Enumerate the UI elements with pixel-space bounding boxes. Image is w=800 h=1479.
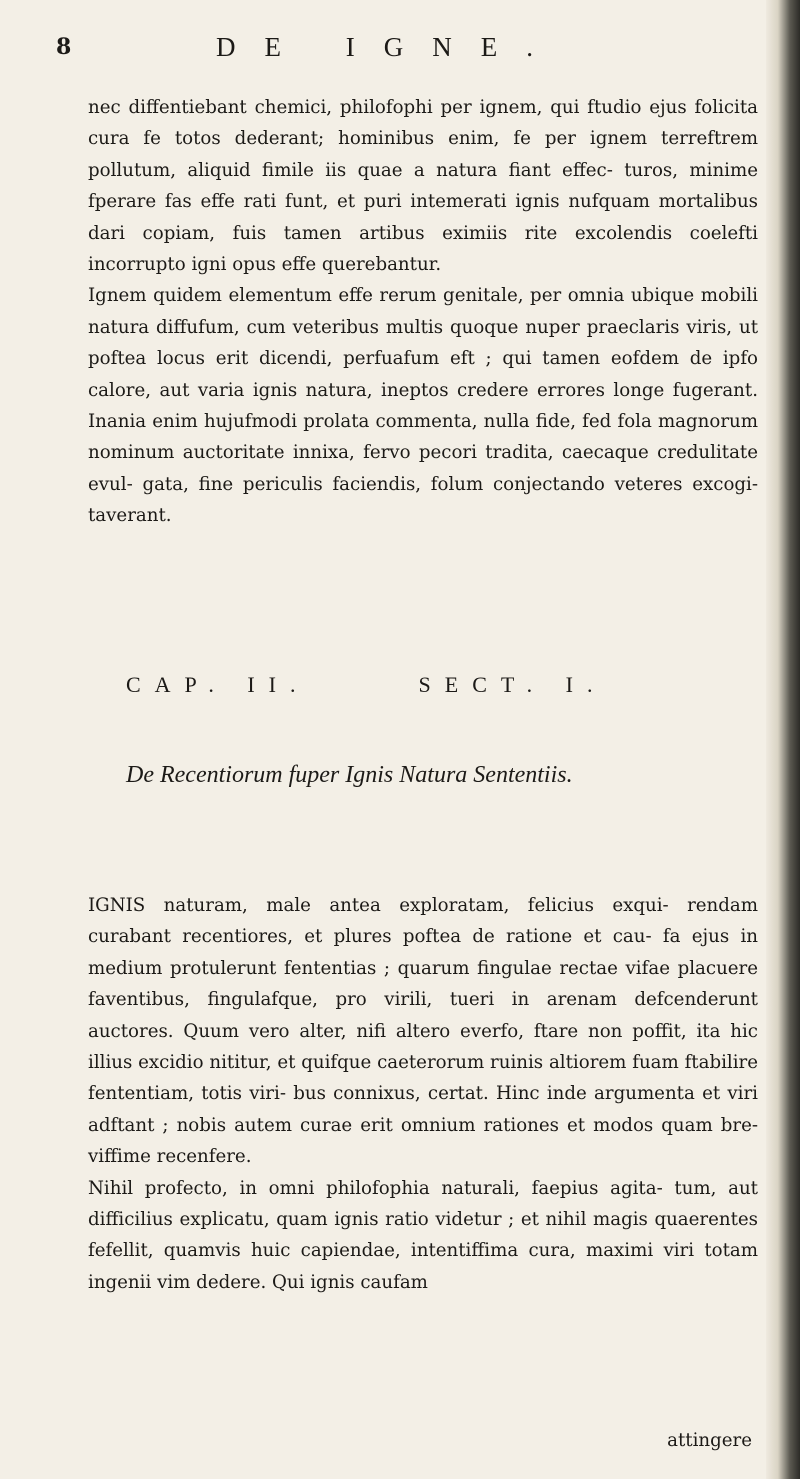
page-header [56, 30, 756, 70]
sect-number: I. [565, 672, 607, 697]
text-block-2 [88, 890, 758, 1298]
paragraph: IGNIS naturam, male antea exploratam, felicius exqui- rendam curabant recentiores, et plures poftea de ratione et cau- fa ejus in medium protulerunt fententias ; quarum fingulae rectae vifae placuere faventibus, fingulafque, pro virili, tueri in arenam defcenderunt auctores. Quum vero alter, nifi altero everfo, ftare non poffit, ita hic illius excidio nititur, et quifque caeterorum ruinis altiorem fuam ftabilire fententiam, totis viri- bus connixus, certat. Hinc inde argumenta et viri adftant ; nobis autem curae erit omnium rationes et modos quam bre- viffime recenfere. [88, 895, 758, 1168]
catchword: attingere [667, 1430, 752, 1451]
page-edge-shadow [766, 0, 800, 1479]
text-block-1 [88, 92, 758, 532]
page-number: 8 [56, 34, 72, 60]
cap-number: II. [247, 672, 310, 697]
section-title: De Recentiorum fuper Ignis Natura Sententiis. [126, 762, 573, 788]
chapter-heading [126, 672, 607, 698]
cap-label: CAP. [126, 672, 228, 697]
paragraph: nec diffentiebant chemici, philofophi per ignem, qui ftudio ejus folicita cura fe totos dederant; hominibus enim, fe per ignem terreftrem pollutum, aliquid fimile iis quae a natura fiant effec- turos, minime fperare fas effe rati funt, et puri intemerati ignis nufquam mortalibus dari copiam, fuis tamen artibus eximiis rite excolendis coelefti incorrupto igni opus effe querebantur. [88, 97, 758, 276]
paragraph: Nihil profecto, in omni philofophia naturali, faepius agita- tum, aut difficilius explicatu, quam ignis ratio videtur ; et nihil magis quaerentes fefellit, quamvis huic capiendae, intentiffima cura, maximi viri totam ingenii vim dedere. Qui ignis caufam [88, 1177, 758, 1293]
paragraph: Ignem quidem elementum effe rerum genitale, per omnia ubique mobili natura diffufum, cum veteribus multis quoque nuper praeclaris viris, ut poftea locus erit dicendi, perfuafum eft ; qui tamen eofdem de ipfo calore, aut varia ignis natura, ineptos credere errores longe fugerant. Inania enim hujufmodi prolata commenta, nulla fide, fed fola magnorum nominum auctoritate innixa, fervo pecori tradita, caecaque credulitate evul- gata, fine periculis faciendis, folum conjectando veteres excogi- taverant. [88, 285, 758, 527]
sect-label: SECT. [418, 672, 547, 697]
running-head: DE IGNE. [216, 32, 562, 62]
